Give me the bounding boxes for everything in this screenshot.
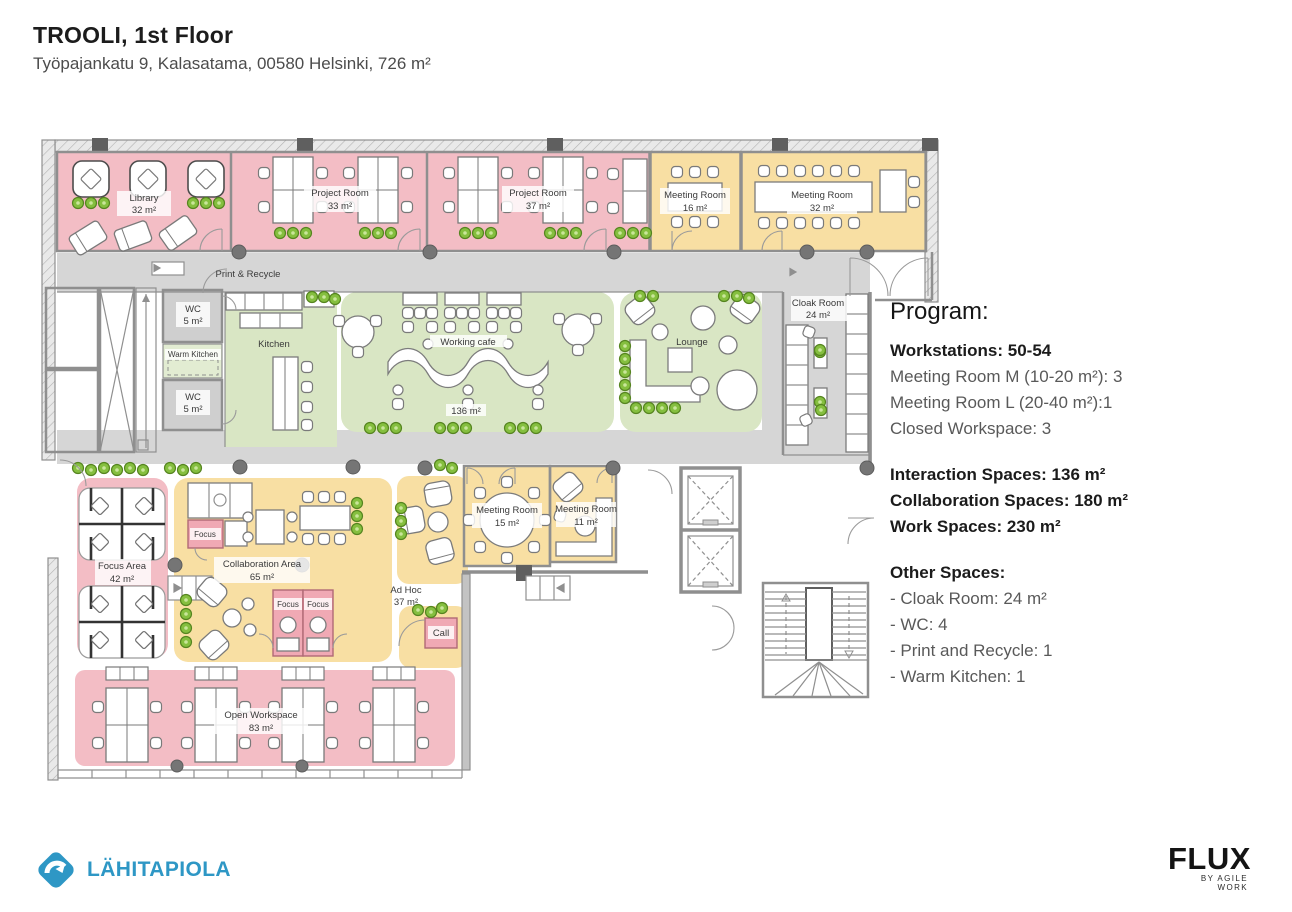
svg-text:42 m²: 42 m² [109, 574, 135, 585]
lahitapiola-logo [34, 848, 231, 892]
label-wc-2: WC [185, 392, 201, 403]
label-focus-booth-1: Focus [194, 530, 216, 539]
staircase [763, 583, 868, 697]
label-focus-area: Focus Area [97, 561, 147, 572]
flux-tagline: BY AGILE WORK [1200, 874, 1248, 892]
label-project-37: Project Room [509, 188, 567, 199]
bottom-window-wall [58, 770, 462, 778]
svg-text:16 m²: 16 m² [682, 203, 708, 214]
program-meeting-l: Meeting Room L (20-40 m²):1 [890, 393, 1113, 412]
svg-text:24 m²: 24 m² [805, 310, 831, 321]
svg-text:32 m²: 32 m² [131, 205, 157, 216]
label-meeting-32: Meeting Room [791, 190, 853, 201]
program-closed-workspace: Closed Workspace: 3 [890, 419, 1052, 438]
label-meeting-15: Meeting Room [476, 505, 538, 516]
program-other-wc: - WC: 4 [890, 615, 948, 634]
left-service-block [46, 288, 156, 452]
label-lounge: Lounge [676, 337, 708, 348]
lahitapiola-wordmark: LÄHITAPIOLA [87, 858, 231, 881]
label-open-workspace: Open Workspace [224, 710, 298, 721]
program-workstations: Workstations: 50-54 [890, 341, 1052, 360]
program-other-print: - Print and Recycle: 1 [890, 641, 1053, 660]
program-other-cloak: - Cloak Room: 24 m² [890, 589, 1047, 608]
flux-logo [1168, 841, 1251, 892]
program-other-heading: Other Spaces: [890, 563, 1006, 582]
label-meeting-11: Meeting Room [555, 504, 617, 515]
svg-text:37 m²: 37 m² [525, 201, 551, 212]
flux-wordmark: FLUX [1168, 841, 1251, 876]
svg-text:65 m²: 65 m² [249, 572, 275, 583]
svg-text:11 m²: 11 m² [574, 517, 598, 528]
label-wc-1: WC [185, 304, 201, 315]
program-collaboration: Collaboration Spaces: 180 m² [890, 491, 1129, 510]
program-interaction: Interaction Spaces: 136 m² [890, 465, 1106, 484]
svg-text:136 m²: 136 m² [451, 406, 481, 417]
label-kitchen: Kitchen [258, 339, 290, 350]
label-cloak-room: Cloak Room [791, 298, 845, 309]
svg-text:5 m²: 5 m² [183, 316, 203, 327]
program-work: Work Spaces: 230 m² [890, 517, 1061, 536]
svg-text:37 m²: 37 m² [393, 597, 419, 608]
label-library: Library [129, 193, 159, 204]
svg-text:33 m²: 33 m² [327, 201, 353, 212]
lahitapiola-icon [34, 848, 78, 892]
program-other-warm-kitchen: - Warm Kitchen: 1 [890, 667, 1026, 686]
label-collaboration: Collaboration Area [222, 559, 302, 570]
label-focus-booth-3: Focus [307, 600, 329, 609]
label-working-cafe: Working cafe [440, 337, 496, 348]
label-meeting-16: Meeting Room [664, 190, 726, 201]
program-panel [890, 298, 1290, 690]
program-heading: Program: [890, 298, 989, 325]
header [33, 22, 431, 74]
label-project-33: Project Room [311, 188, 369, 199]
print-recycle-shelf [226, 291, 334, 310]
elevator-shafts [681, 468, 740, 592]
label-call-booth: Call [432, 628, 450, 639]
label-warm-kitchen: Warm Kitchen [168, 350, 218, 359]
page-title: TROOLI, 1st Floor [33, 22, 234, 48]
svg-text:15 m²: 15 m² [494, 518, 520, 529]
svg-text:83 m²: 83 m² [248, 723, 274, 734]
program-meeting-m: Meeting Room M (10-20 m²): 3 [890, 367, 1123, 386]
svg-text:32 m²: 32 m² [809, 203, 835, 214]
label-focus-booth-2: Focus [277, 600, 299, 609]
label-print-recycle: Print & Recycle [215, 269, 281, 280]
label-ad-hoc: Ad Hoc [390, 585, 422, 596]
page-subtitle: Työpajankatu 9, Kalasatama, 00580 Helsinki, 726 m² [33, 54, 431, 73]
svg-text:5 m²: 5 m² [183, 404, 203, 415]
